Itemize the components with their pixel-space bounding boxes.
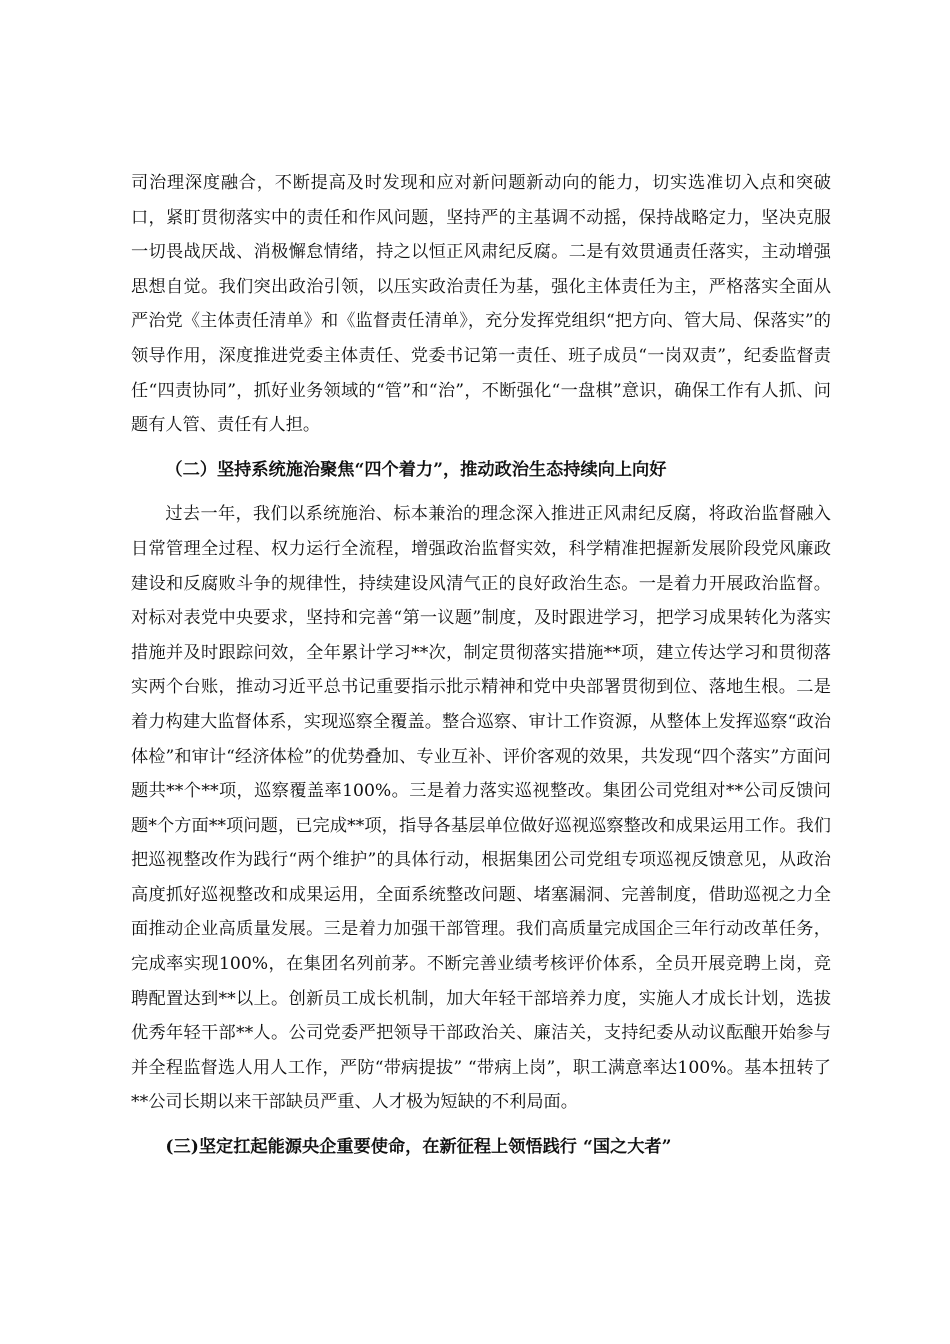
section-heading-2: （二）坚持系统施治聚焦“四个着力”，推动政治生态持续向上向好 <box>165 459 667 480</box>
spacer <box>131 487 831 497</box>
body-paragraph-2: 过去一年，我们以系统施治、标本兼治的理念深入推进正风肃纪反腐，将政治监督融入日常管理全过程、权力运行全流程，增强政治监督实效，科学精准把握新发展阶段党风廉政建设和反腐败斗争的规律性，持续建设风清气正的良好政治生态。一是着力开展政治监督。对标对表党中央要求，坚持和完善“第一议题”制度，及时跟进学习，把学习成果转化为落实措施并及时跟踪问效，全年累计学习**次，制定贯彻落实措施**项，建立传达学习和贯彻落实两个台账，推动习近平总书记重要指示批示精神和党中央部署贯彻到位、落地生根。二是着力构建大监督体系，实现巡察全覆盖。整合巡察、审计工作资源，从整体上发挥巡察“政治体检”和审计“经济体检”的优势叠加、专业互补、评价客观的效果，共发现“四个落实”方面问题共**个**项，巡察覆盖率100%。三是着力落实巡视整改。集团公司党组对**公司反馈问题*个方面**项问题，已完成**项，指导各基层单位做好巡视巡察整改和成果运用工作。我们把巡视整改作为践行“两个维护”的具体行动，根据集团公司党组专项巡视反馈意见，从政治高度抓好巡视整改和成果运用，全面系统整改问题、堵塞漏洞、完善制度，借助巡视之力全面推动企业高质量发展。三是着力加强干部管理。我们高质量完成国企三年行动改革任务，完成率实现100%，在集团名列前茅。不断完善业绩考核评价体系，全员开展竞聘上岗，竞聘配置达到**以上。创新员工成长机制，加大年轻干部培养力度，实施人才成长计划，选拔优秀年轻干部**人。公司党委严把领导干部政治关、廉洁关，支持纪委从动议酝酿开始参与并全程监督选人用人工作，严防“带病提拔” “带病上岗”，职工满意率达100%。基本扭转了**公司长期以来干部缺员严重、人才极为短缺的不利局面。 <box>131 504 831 1113</box>
spacer <box>131 1120 831 1130</box>
section-heading-3: (三)坚定扛起能源央企重要使命，在新征程上领悟践行 “国之大者” <box>165 1137 672 1158</box>
body-paragraph-1: 司治理深度融合，不断提高及时发现和应对新问题新动向的能力，切实选准切入点和突破口，紧盯贯彻落实中的责任和作风问题，坚持严的主基调不动摇，保持战略定力，坚决克服一切畏战厌战、消极懈怠情绪，持之以恒正风肃纪反腐。二是有效贯通责任落实，主动增强思想自觉。我们突出政治引领，以压实政治责任为基，强化主体责任为主，严格落实全面从严治党《主体责任清单》和《监督责任清单》，充分发挥党组织“把方向、管大局、保落实”的领导作用，深度推进党委主体责任、党委书记第一责任、班子成员“一岗双责”，纪委监督责任“四责协同”，抓好业务领域的“管”和“治”，不断强化“一盘棋”意识，确保工作有人抓、问题有人管、责任有人担。 <box>131 173 831 436</box>
spacer <box>131 443 831 453</box>
document-body <box>131 166 831 1165</box>
